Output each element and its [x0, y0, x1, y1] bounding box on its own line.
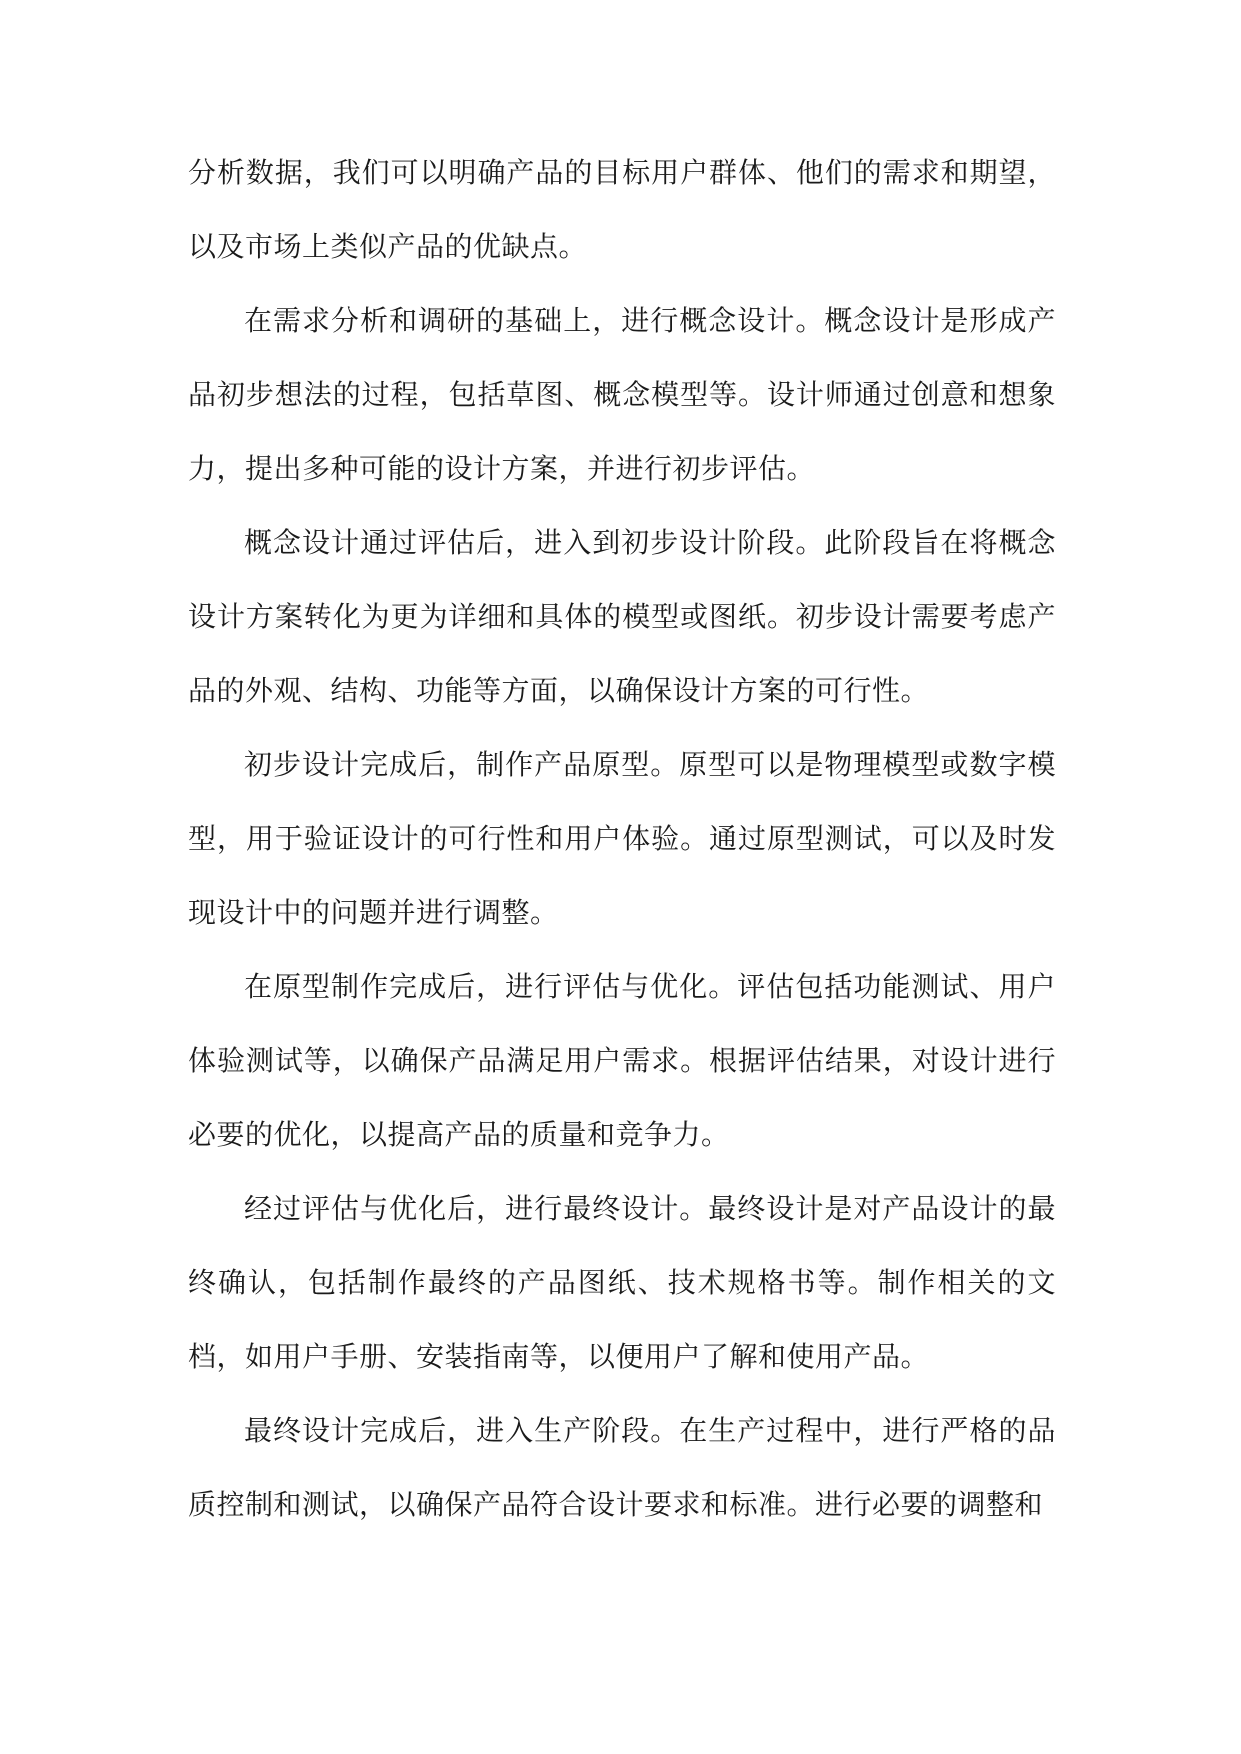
paragraph-4: 初步设计完成后，制作产品原型。原型可以是物理模型或数字模型，用于验证设计的可行性和用户体验。通过原型测试，可以及时发现设计中的问题并进行调整。 [188, 748, 1056, 929]
body-text [188, 136, 1056, 1542]
paragraph-5: 在原型制作完成后，进行评估与优化。评估包括功能测试、用户体验测试等，以确保产品满足用户需求。根据评估结果，对设计进行必要的优化，以提高产品的质量和竞争力。 [188, 970, 1056, 1151]
paragraph-2: 在需求分析和调研的基础上，进行概念设计。概念设计是形成产品初步想法的过程，包括草图、概念模型等。设计师通过创意和想象力，提出多种可能的设计方案，并进行初步评估。 [188, 304, 1056, 485]
paragraph-7: 最终设计完成后，进入生产阶段。在生产过程中，进行严格的品质控制和测试，以确保产品符合设计要求和标准。进行必要的调整和 [188, 1414, 1056, 1521]
paragraph-3: 概念设计通过评估后，进入到初步设计阶段。此阶段旨在将概念设计方案转化为更为详细和具体的模型或图纸。初步设计需要考虑产品的外观、结构、功能等方面，以确保设计方案的可行性。 [188, 526, 1056, 707]
paragraph-6: 经过评估与优化后，进行最终设计。最终设计是对产品设计的最终确认，包括制作最终的产品图纸、技术规格书等。制作相关的文档，如用户手册、安装指南等，以便用户了解和使用产品。 [188, 1192, 1056, 1373]
paragraph-1: 分析数据，我们可以明确产品的目标用户群体、他们的需求和期望，以及市场上类似产品的优缺点。 [188, 156, 1056, 263]
